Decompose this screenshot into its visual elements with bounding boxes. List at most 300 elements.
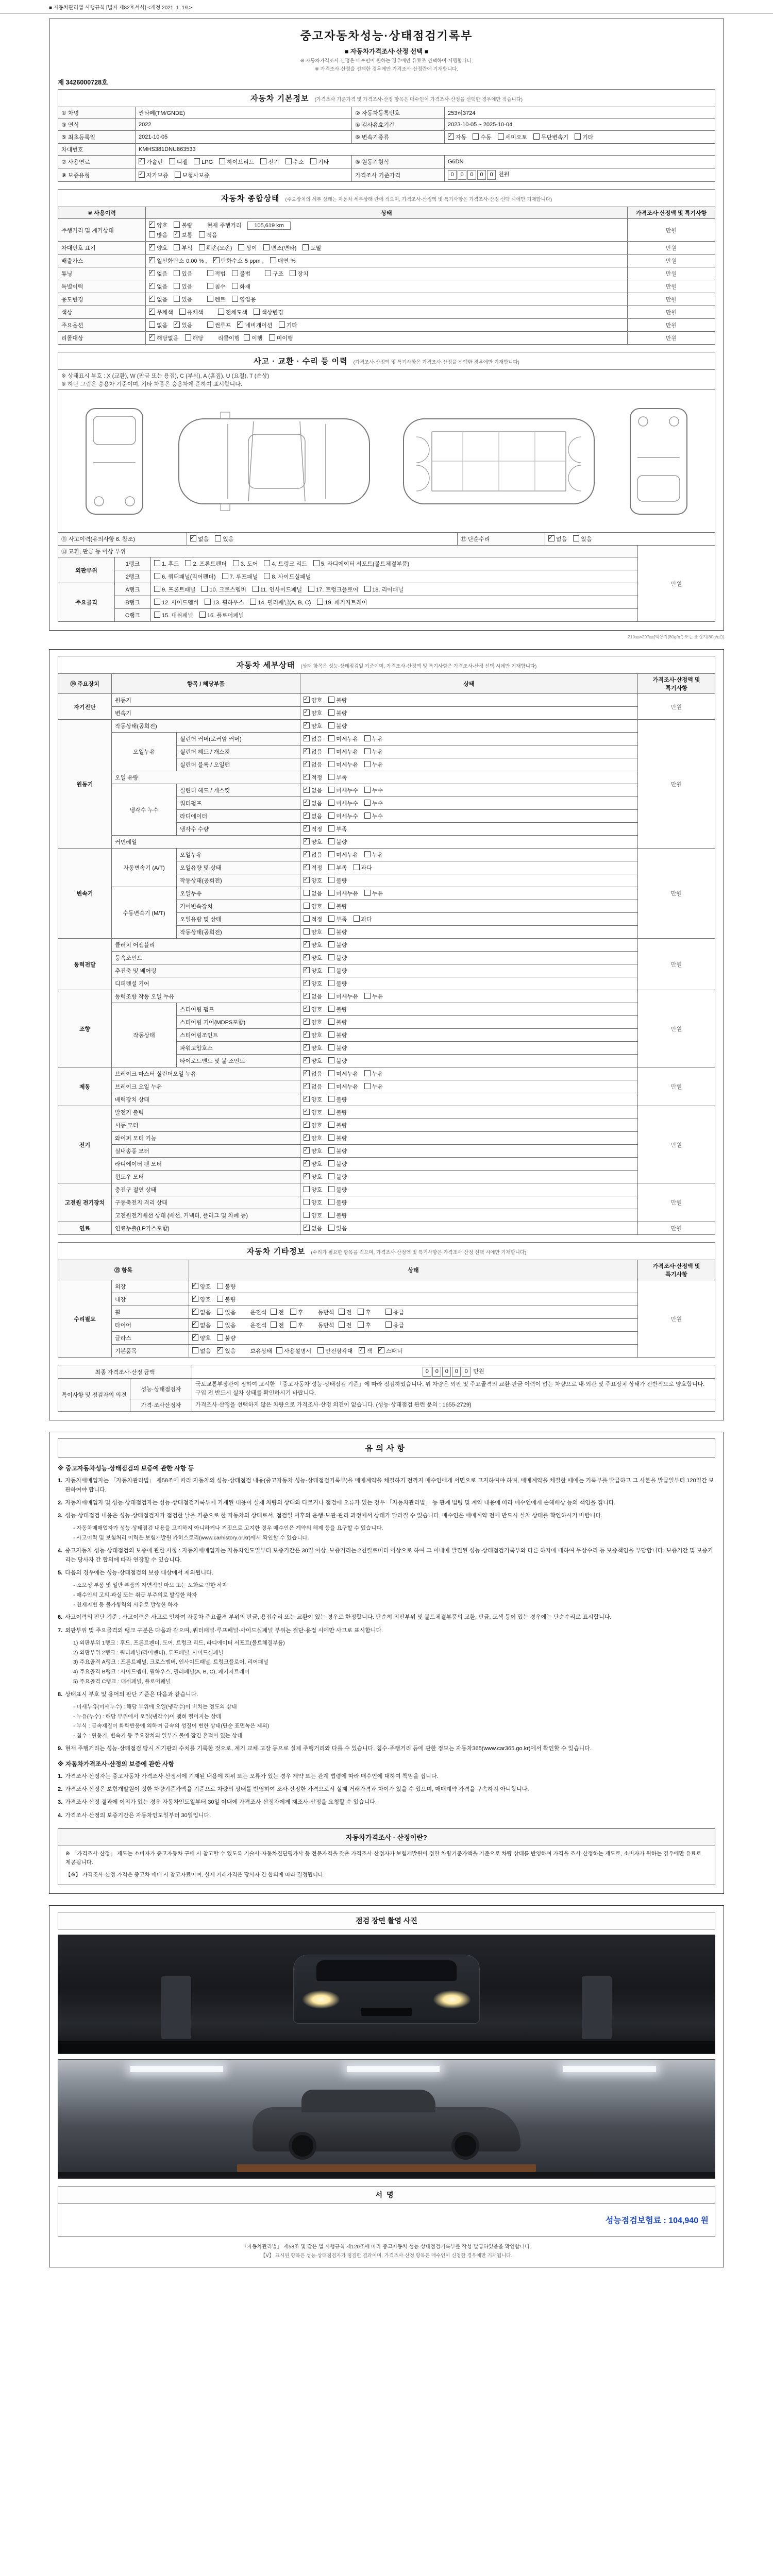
checkbox-option[interactable] bbox=[328, 1160, 347, 1168]
checkbox-option[interactable] bbox=[328, 748, 358, 756]
checkbox[interactable] bbox=[304, 1019, 310, 1025]
checkbox[interactable] bbox=[358, 1321, 364, 1328]
checkbox[interactable] bbox=[328, 993, 334, 999]
checkbox-option[interactable] bbox=[264, 560, 307, 568]
checkbox-option[interactable] bbox=[304, 1224, 322, 1232]
checkbox-option[interactable] bbox=[304, 786, 322, 794]
checkbox[interactable] bbox=[328, 774, 334, 780]
checkbox[interactable] bbox=[149, 296, 155, 302]
checkbox[interactable] bbox=[328, 1096, 334, 1102]
checkbox[interactable] bbox=[304, 916, 310, 922]
checkbox[interactable] bbox=[207, 321, 213, 328]
checkbox-option[interactable] bbox=[328, 1082, 358, 1091]
checkbox-option[interactable] bbox=[154, 611, 193, 619]
checkbox-option[interactable] bbox=[271, 1308, 284, 1316]
checkbox-option[interactable] bbox=[217, 1334, 236, 1342]
checkbox[interactable] bbox=[217, 1347, 223, 1353]
checkbox[interactable] bbox=[174, 231, 180, 238]
checkbox-option[interactable] bbox=[250, 598, 311, 606]
checkbox[interactable] bbox=[304, 1096, 310, 1102]
checkbox[interactable] bbox=[154, 612, 160, 618]
checkbox[interactable] bbox=[217, 1334, 223, 1341]
checkbox-option[interactable] bbox=[328, 709, 347, 717]
checkbox[interactable] bbox=[304, 1031, 310, 1038]
checkbox-option[interactable] bbox=[276, 1347, 311, 1355]
checkbox[interactable] bbox=[328, 1212, 334, 1218]
checkbox-option[interactable] bbox=[263, 244, 297, 252]
checkbox[interactable] bbox=[192, 1309, 198, 1315]
checkbox-option[interactable] bbox=[192, 1295, 211, 1303]
checkbox[interactable] bbox=[304, 864, 310, 870]
checkbox[interactable] bbox=[328, 1019, 334, 1025]
checkbox-option[interactable] bbox=[304, 889, 322, 897]
checkbox-option[interactable] bbox=[473, 133, 491, 141]
checkbox[interactable] bbox=[149, 270, 155, 276]
checkbox-option[interactable] bbox=[364, 1070, 383, 1078]
checkbox-option[interactable] bbox=[304, 1134, 322, 1142]
checkbox-option[interactable] bbox=[222, 572, 258, 581]
checkbox-option[interactable] bbox=[304, 876, 322, 885]
checkbox-option[interactable] bbox=[149, 257, 207, 265]
checkbox[interactable] bbox=[364, 1083, 371, 1089]
checkbox-option[interactable] bbox=[328, 979, 347, 988]
checkbox[interactable] bbox=[364, 812, 371, 819]
checkbox-option[interactable] bbox=[190, 535, 209, 543]
checkbox-option[interactable] bbox=[328, 722, 347, 730]
checkbox-option[interactable] bbox=[385, 1308, 404, 1316]
checkbox-option[interactable] bbox=[175, 171, 210, 179]
checkbox[interactable] bbox=[364, 800, 371, 806]
checkbox-option[interactable] bbox=[290, 1308, 304, 1316]
checkbox[interactable] bbox=[304, 890, 310, 896]
checkbox-option[interactable] bbox=[303, 244, 321, 252]
checkbox-option[interactable] bbox=[328, 876, 347, 885]
checkbox[interactable] bbox=[328, 825, 334, 832]
checkbox[interactable] bbox=[328, 812, 334, 819]
checkbox[interactable] bbox=[290, 270, 296, 276]
checkbox[interactable] bbox=[328, 1006, 334, 1012]
checkbox-option[interactable] bbox=[358, 1308, 371, 1316]
checkbox-option[interactable] bbox=[154, 560, 179, 568]
checkbox[interactable] bbox=[215, 535, 221, 541]
checkbox-option[interactable] bbox=[290, 1321, 304, 1329]
checkbox[interactable] bbox=[358, 1309, 364, 1315]
checkbox[interactable] bbox=[149, 283, 155, 289]
checkbox[interactable] bbox=[304, 1070, 310, 1076]
checkbox-option[interactable] bbox=[328, 812, 358, 820]
checkbox[interactable] bbox=[304, 1044, 310, 1050]
checkbox-option[interactable] bbox=[328, 799, 358, 807]
checkbox-option[interactable] bbox=[378, 1347, 402, 1355]
checkbox[interactable] bbox=[238, 244, 244, 250]
checkbox-option[interactable] bbox=[237, 321, 272, 329]
checkbox-option[interactable] bbox=[328, 1057, 347, 1065]
checkbox[interactable] bbox=[575, 133, 581, 140]
checkbox-option[interactable] bbox=[304, 735, 322, 743]
checkbox[interactable] bbox=[192, 1321, 198, 1328]
checkbox[interactable] bbox=[199, 231, 205, 238]
checkbox[interactable] bbox=[194, 158, 200, 164]
checkbox-option[interactable] bbox=[149, 269, 167, 278]
checkbox-option[interactable] bbox=[328, 1224, 347, 1232]
checkbox[interactable] bbox=[237, 321, 243, 328]
checkbox-option[interactable] bbox=[174, 269, 192, 278]
checkbox-option[interactable] bbox=[328, 1121, 347, 1129]
checkbox-option[interactable] bbox=[149, 321, 167, 329]
checkbox[interactable] bbox=[328, 761, 334, 767]
checkbox[interactable] bbox=[328, 1083, 334, 1089]
checkbox-option[interactable] bbox=[304, 1160, 322, 1168]
checkbox-option[interactable] bbox=[179, 308, 204, 316]
checkbox[interactable] bbox=[328, 941, 334, 947]
checkbox-option[interactable] bbox=[304, 1095, 322, 1104]
checkbox-option[interactable] bbox=[339, 1308, 352, 1316]
checkbox[interactable] bbox=[364, 993, 371, 999]
checkbox-option[interactable] bbox=[328, 1070, 358, 1078]
checkbox-option[interactable] bbox=[304, 1005, 322, 1013]
checkbox[interactable] bbox=[328, 851, 334, 857]
checkbox[interactable] bbox=[328, 1134, 334, 1141]
checkbox-option[interactable] bbox=[548, 535, 567, 543]
checkbox[interactable] bbox=[192, 1347, 198, 1353]
checkbox[interactable] bbox=[328, 877, 334, 883]
checkbox-option[interactable] bbox=[385, 1321, 404, 1329]
checkbox-option[interactable] bbox=[573, 535, 592, 543]
checkbox[interactable] bbox=[169, 158, 175, 164]
checkbox-option[interactable] bbox=[285, 158, 304, 166]
checkbox-option[interactable] bbox=[358, 1321, 371, 1329]
checkbox-option[interactable] bbox=[328, 1134, 347, 1142]
checkbox[interactable] bbox=[304, 851, 310, 857]
checkbox-option[interactable] bbox=[264, 572, 311, 581]
checkbox-option[interactable] bbox=[154, 585, 195, 594]
checkbox-option[interactable] bbox=[207, 321, 231, 329]
checkbox[interactable] bbox=[149, 231, 155, 238]
checkbox-option[interactable] bbox=[328, 1031, 347, 1039]
checkbox[interactable] bbox=[304, 774, 310, 780]
checkbox[interactable] bbox=[174, 321, 180, 328]
checkbox[interactable] bbox=[304, 1212, 310, 1218]
checkbox-option[interactable] bbox=[304, 954, 322, 962]
checkbox[interactable] bbox=[217, 1283, 223, 1289]
checkbox-option[interactable] bbox=[304, 1031, 322, 1039]
checkbox-option[interactable] bbox=[217, 1295, 236, 1303]
checkbox[interactable] bbox=[304, 877, 310, 883]
checkbox[interactable] bbox=[207, 296, 213, 302]
checkbox[interactable] bbox=[313, 560, 320, 566]
checkbox-option[interactable] bbox=[174, 295, 192, 303]
checkbox[interactable] bbox=[269, 334, 275, 341]
checkbox-option[interactable] bbox=[339, 1321, 352, 1329]
checkbox-option[interactable] bbox=[304, 1211, 322, 1219]
checkbox-option[interactable] bbox=[139, 171, 169, 179]
checkbox-option[interactable] bbox=[328, 838, 347, 846]
checkbox[interactable] bbox=[304, 787, 310, 793]
checkbox-option[interactable] bbox=[364, 786, 383, 794]
checkbox[interactable] bbox=[304, 993, 310, 999]
checkbox[interactable] bbox=[154, 560, 160, 566]
checkbox[interactable] bbox=[205, 599, 211, 605]
checkbox[interactable] bbox=[310, 158, 316, 164]
checkbox-option[interactable] bbox=[199, 244, 232, 252]
checkbox-option[interactable] bbox=[269, 334, 293, 342]
checkbox-option[interactable] bbox=[271, 1321, 284, 1329]
checkbox[interactable] bbox=[244, 334, 250, 341]
checkbox-option[interactable] bbox=[149, 231, 167, 239]
checkbox[interactable] bbox=[354, 864, 360, 870]
checkbox-option[interactable] bbox=[232, 295, 256, 303]
checkbox-option[interactable] bbox=[364, 851, 383, 859]
checkbox[interactable] bbox=[185, 334, 191, 341]
checkbox[interactable] bbox=[304, 838, 310, 844]
checkbox-option[interactable] bbox=[304, 941, 322, 949]
checkbox-option[interactable] bbox=[219, 158, 254, 166]
checkbox-option[interactable] bbox=[254, 308, 283, 316]
checkbox-option[interactable] bbox=[154, 572, 216, 581]
checkbox-option[interactable] bbox=[304, 1147, 322, 1155]
checkbox[interactable] bbox=[339, 1321, 345, 1328]
checkbox-option[interactable] bbox=[364, 748, 383, 756]
checkbox-option[interactable] bbox=[154, 598, 198, 606]
checkbox[interactable] bbox=[250, 599, 256, 605]
checkbox[interactable] bbox=[149, 257, 155, 263]
checkbox[interactable] bbox=[253, 586, 259, 592]
checkbox[interactable] bbox=[304, 941, 310, 947]
checkbox[interactable] bbox=[276, 1347, 282, 1353]
checkbox[interactable] bbox=[271, 1309, 277, 1315]
checkbox[interactable] bbox=[199, 244, 205, 250]
checkbox[interactable] bbox=[328, 864, 334, 870]
checkbox-option[interactable] bbox=[328, 928, 347, 936]
checkbox[interactable] bbox=[308, 586, 314, 592]
checkbox[interactable] bbox=[264, 560, 270, 566]
checkbox[interactable] bbox=[139, 172, 145, 178]
checkbox-option[interactable] bbox=[364, 799, 383, 807]
checkbox[interactable] bbox=[217, 1296, 223, 1302]
checkbox-option[interactable] bbox=[304, 812, 322, 820]
checkbox[interactable] bbox=[149, 244, 155, 250]
checkbox-option[interactable] bbox=[201, 585, 246, 594]
checkbox-option[interactable] bbox=[304, 748, 322, 756]
checkbox-option[interactable] bbox=[304, 1070, 322, 1078]
checkbox-option[interactable] bbox=[533, 133, 568, 141]
checkbox-option[interactable] bbox=[238, 244, 257, 252]
checkbox[interactable] bbox=[328, 1057, 334, 1063]
checkbox[interactable] bbox=[264, 573, 270, 579]
checkbox-option[interactable] bbox=[304, 838, 322, 846]
checkbox[interactable] bbox=[304, 1160, 310, 1166]
checkbox[interactable] bbox=[279, 321, 285, 328]
checkbox[interactable] bbox=[328, 1070, 334, 1076]
checkbox[interactable] bbox=[233, 560, 239, 566]
checkbox-option[interactable] bbox=[328, 1044, 347, 1052]
checkbox[interactable] bbox=[304, 735, 310, 741]
checkbox-option[interactable] bbox=[217, 1282, 236, 1291]
checkbox[interactable] bbox=[149, 321, 155, 328]
checkbox[interactable] bbox=[304, 1147, 310, 1154]
checkbox-option[interactable] bbox=[304, 1057, 322, 1065]
checkbox[interactable] bbox=[328, 748, 334, 754]
checkbox-option[interactable] bbox=[328, 1108, 347, 1116]
checkbox-option[interactable] bbox=[304, 709, 322, 717]
checkbox[interactable] bbox=[149, 334, 155, 341]
checkbox[interactable] bbox=[304, 1173, 310, 1179]
checkbox[interactable] bbox=[149, 222, 155, 228]
checkbox-option[interactable] bbox=[364, 812, 383, 820]
checkbox-option[interactable] bbox=[217, 1308, 236, 1316]
checkbox-option[interactable] bbox=[304, 825, 322, 833]
checkbox[interactable] bbox=[304, 903, 310, 909]
checkbox-option[interactable] bbox=[328, 773, 347, 782]
checkbox-option[interactable] bbox=[215, 535, 233, 543]
checkbox[interactable] bbox=[548, 535, 554, 541]
checkbox-option[interactable] bbox=[328, 1018, 347, 1026]
checkbox-option[interactable] bbox=[244, 334, 262, 342]
checkbox[interactable] bbox=[154, 573, 160, 579]
checkbox-option[interactable] bbox=[290, 269, 308, 278]
checkbox-option[interactable] bbox=[328, 1147, 347, 1155]
checkbox[interactable] bbox=[328, 967, 334, 973]
checkbox-option[interactable] bbox=[174, 244, 192, 252]
checkbox-option[interactable] bbox=[304, 915, 322, 923]
checkbox-option[interactable] bbox=[328, 1198, 347, 1207]
checkbox[interactable] bbox=[364, 586, 371, 592]
checkbox-option[interactable] bbox=[174, 282, 192, 291]
checkbox-option[interactable] bbox=[328, 786, 358, 794]
checkbox-option[interactable] bbox=[304, 992, 322, 1001]
checkbox-option[interactable] bbox=[304, 722, 322, 730]
checkbox[interactable] bbox=[304, 1186, 310, 1192]
checkbox-option[interactable] bbox=[232, 269, 250, 278]
checkbox[interactable] bbox=[364, 1070, 371, 1076]
checkbox[interactable] bbox=[328, 1160, 334, 1166]
checkbox[interactable] bbox=[207, 270, 213, 276]
checkbox[interactable] bbox=[304, 812, 310, 819]
checkbox[interactable] bbox=[304, 1006, 310, 1012]
checkbox-option[interactable] bbox=[354, 915, 372, 923]
checkbox-option[interactable] bbox=[233, 560, 258, 568]
checkbox[interactable] bbox=[149, 309, 155, 315]
checkbox[interactable] bbox=[328, 1031, 334, 1038]
checkbox[interactable] bbox=[218, 309, 224, 315]
checkbox[interactable] bbox=[174, 244, 180, 250]
checkbox[interactable] bbox=[328, 735, 334, 741]
checkbox-option[interactable] bbox=[174, 321, 192, 329]
checkbox-option[interactable] bbox=[575, 133, 593, 141]
checkbox-option[interactable] bbox=[149, 282, 167, 291]
checkbox[interactable] bbox=[263, 244, 270, 250]
checkbox-option[interactable] bbox=[364, 735, 383, 743]
checkbox-option[interactable] bbox=[192, 1321, 211, 1329]
checkbox[interactable] bbox=[304, 825, 310, 832]
checkbox[interactable] bbox=[328, 838, 334, 844]
checkbox[interactable] bbox=[175, 172, 181, 178]
checkbox[interactable] bbox=[385, 1321, 392, 1328]
checkbox[interactable] bbox=[328, 903, 334, 909]
checkbox-option[interactable] bbox=[304, 1198, 322, 1207]
checkbox[interactable] bbox=[378, 1347, 384, 1353]
checkbox-option[interactable] bbox=[149, 244, 167, 252]
checkbox-option[interactable] bbox=[304, 1173, 322, 1181]
checkbox-option[interactable] bbox=[304, 1082, 322, 1091]
checkbox[interactable] bbox=[303, 244, 309, 250]
checkbox[interactable] bbox=[304, 1122, 310, 1128]
checkbox-option[interactable] bbox=[207, 282, 226, 291]
checkbox[interactable] bbox=[304, 1083, 310, 1089]
checkbox[interactable] bbox=[304, 928, 310, 935]
checkbox[interactable] bbox=[354, 916, 360, 922]
checkbox[interactable] bbox=[304, 1134, 310, 1141]
checkbox-option[interactable] bbox=[232, 282, 250, 291]
checkbox-option[interactable] bbox=[304, 1044, 322, 1052]
checkbox-option[interactable] bbox=[364, 889, 383, 897]
checkbox-option[interactable] bbox=[310, 158, 329, 166]
checkbox[interactable] bbox=[304, 1057, 310, 1063]
checkbox-option[interactable] bbox=[328, 915, 347, 923]
checkbox-option[interactable] bbox=[139, 158, 163, 166]
checkbox[interactable] bbox=[359, 1347, 365, 1353]
checkbox[interactable] bbox=[139, 158, 145, 164]
checkbox[interactable] bbox=[285, 158, 292, 164]
checkbox-option[interactable] bbox=[328, 760, 358, 769]
checkbox[interactable] bbox=[573, 535, 579, 541]
checkbox[interactable] bbox=[232, 283, 238, 289]
checkbox[interactable] bbox=[328, 709, 334, 716]
checkbox-option[interactable] bbox=[199, 611, 244, 619]
checkbox[interactable] bbox=[364, 761, 371, 767]
checkbox-option[interactable] bbox=[149, 308, 173, 316]
checkbox-option[interactable] bbox=[253, 585, 302, 594]
checkbox[interactable] bbox=[328, 916, 334, 922]
checkbox-option[interactable] bbox=[354, 863, 372, 872]
checkbox[interactable] bbox=[219, 158, 225, 164]
checkbox[interactable] bbox=[304, 697, 310, 703]
checkbox[interactable] bbox=[260, 158, 266, 164]
checkbox-option[interactable] bbox=[217, 1321, 236, 1329]
checkbox[interactable] bbox=[271, 1321, 277, 1328]
checkbox-option[interactable] bbox=[328, 825, 347, 833]
checkbox-option[interactable] bbox=[364, 760, 383, 769]
checkbox[interactable] bbox=[317, 599, 323, 605]
checkbox-option[interactable] bbox=[328, 696, 347, 704]
checkbox[interactable] bbox=[192, 1334, 198, 1341]
checkbox-option[interactable] bbox=[218, 308, 248, 316]
checkbox[interactable] bbox=[179, 309, 186, 315]
checkbox-option[interactable] bbox=[328, 1185, 347, 1194]
checkbox[interactable] bbox=[304, 748, 310, 754]
checkbox[interactable] bbox=[328, 1122, 334, 1128]
checkbox-option[interactable] bbox=[328, 1095, 347, 1104]
checkbox[interactable] bbox=[174, 222, 180, 228]
checkbox[interactable] bbox=[304, 800, 310, 806]
checkbox[interactable] bbox=[304, 761, 310, 767]
checkbox-option[interactable] bbox=[317, 598, 367, 606]
checkbox-option[interactable] bbox=[328, 941, 347, 949]
checkbox[interactable] bbox=[304, 722, 310, 728]
checkbox[interactable] bbox=[364, 748, 371, 754]
checkbox-option[interactable] bbox=[448, 133, 466, 141]
checkbox-option[interactable] bbox=[185, 334, 204, 342]
checkbox-option[interactable] bbox=[265, 269, 283, 278]
checkbox-option[interactable] bbox=[174, 221, 192, 229]
checkbox[interactable] bbox=[213, 257, 220, 263]
checkbox[interactable] bbox=[174, 296, 180, 302]
checkbox-option[interactable] bbox=[328, 1211, 347, 1219]
checkbox-option[interactable] bbox=[328, 967, 347, 975]
checkbox[interactable] bbox=[498, 133, 504, 140]
checkbox[interactable] bbox=[154, 586, 160, 592]
checkbox[interactable] bbox=[192, 1296, 198, 1302]
